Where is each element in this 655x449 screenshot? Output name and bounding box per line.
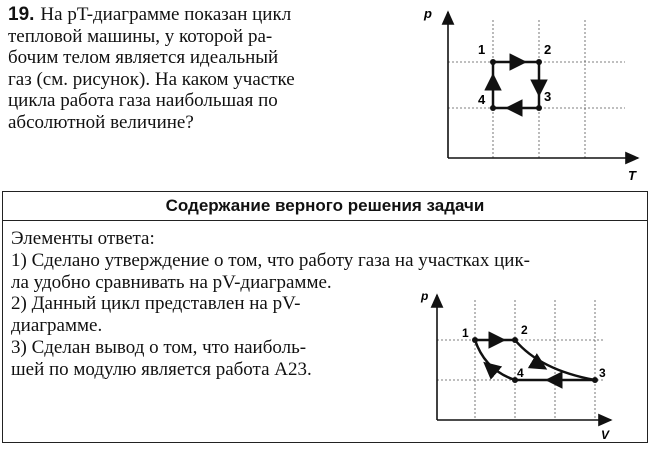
pv-point-label-2: 2 <box>521 323 528 337</box>
problem-line: бочим телом является идеальный <box>8 47 279 68</box>
answer-line: ла удобно сравнивать на pV-диаграмме. <box>11 271 332 293</box>
pt-x-label: T <box>628 168 636 183</box>
answer-line: диаграмме. <box>11 315 103 337</box>
answer-line: 1) Сделано утверждение о том, что работу газа на участках цик- <box>11 249 531 271</box>
problem-statement <box>8 4 428 133</box>
problem-line: На pT-диаграмме показан цикл <box>40 4 292 25</box>
pt-point-label-4: 4 <box>478 92 486 107</box>
pt-points <box>490 59 542 111</box>
pt-y-label: p <box>424 6 432 21</box>
pv-point-label-4: 4 <box>517 366 524 380</box>
pv-x-label: V <box>601 428 610 442</box>
pt-point-label-2: 2 <box>544 42 552 57</box>
pv-point-label-1: 1 <box>462 326 469 340</box>
pv-grid <box>437 300 605 420</box>
pv-diagram <box>415 285 615 447</box>
problem-line: газ (см. рисунок). На каком участке <box>8 68 295 90</box>
pv-point-label-3: 3 <box>599 366 606 380</box>
answer-line: 3) Сделан вывод о том, что наиболь- <box>11 336 307 358</box>
answer-line: Элементы ответа: <box>11 228 155 249</box>
pv-cycle <box>475 340 595 380</box>
problem-line: тепловой машины, у которой ра- <box>8 25 273 47</box>
problem-line: абсолютной величине? <box>8 111 194 133</box>
pt-cycle <box>493 62 539 108</box>
answer-header: Содержание верного решения задачи <box>3 192 647 221</box>
answer-line: шей по модулю является работа A23. <box>11 358 312 380</box>
pv-y-label: p <box>421 289 429 303</box>
pt-point-label-3: 3 <box>544 89 552 104</box>
problem-number: 19. <box>8 4 35 25</box>
pt-point-label-1: 1 <box>478 42 486 57</box>
problem-line: цикла работа газа наибольшая по <box>8 90 278 111</box>
pt-diagram <box>420 0 650 185</box>
answer-line: 2) Данный цикл представлен на pV- <box>11 293 301 315</box>
pt-grid <box>448 20 625 158</box>
